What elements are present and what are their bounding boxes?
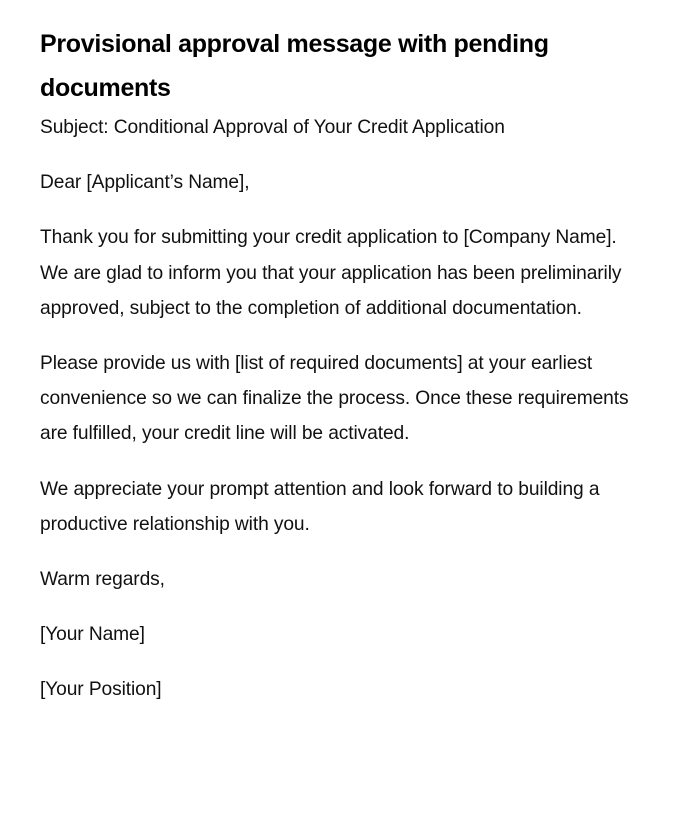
signature-name: [Your Name] (40, 624, 145, 646)
body-paragraph: We appreciate your prompt attention and look forward to building a productive relationship with you. (40, 478, 600, 535)
body-paragraph: Thank you for submitting your credit application to [Company Name]. We are glad to inform you that your application has been preliminarily approved, subject to the completion of additional documentation. (40, 227, 622, 319)
letter-document (40, 22, 660, 728)
document-title: Provisional approval message with pending documents (40, 30, 549, 102)
closing: Warm regards, (40, 569, 165, 591)
body-paragraph: Please provide us with [list of required documents] at your earliest convenience so we can finalize the process. Once these requirements are fulfilled, your credit line will be activated. (40, 353, 629, 445)
subject-line: Subject: Conditional Approval of Your Credit Application (40, 117, 505, 138)
signature-position: [Your Position] (40, 679, 162, 701)
greeting: Dear [Applicant’s Name], (40, 172, 250, 194)
